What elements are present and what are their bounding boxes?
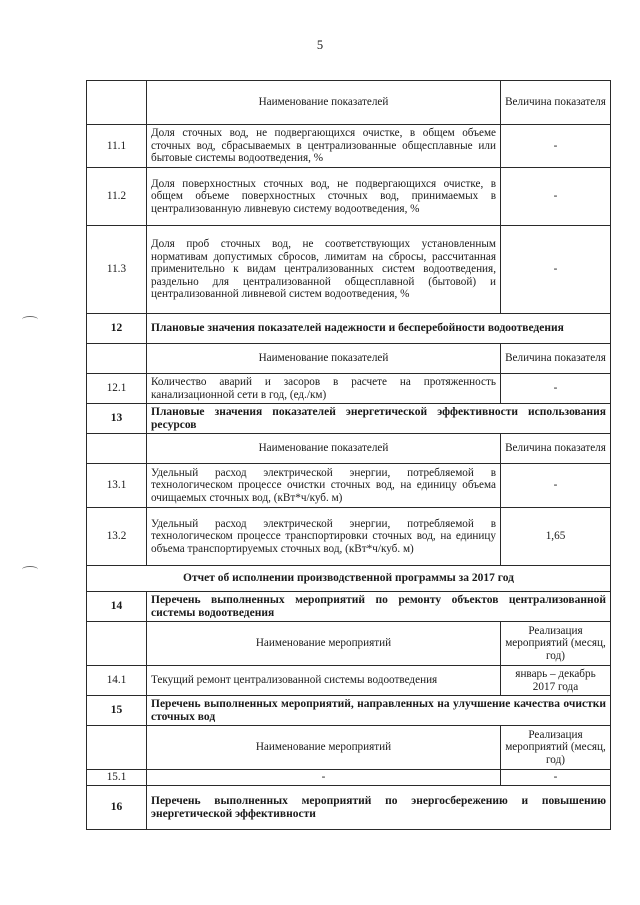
section-title: Плановые значения показателей энергетической эффективности использования ресурсов [147, 404, 611, 434]
row-description: Количество аварий и засоров в расчете на протяженность канализационной сети в год, (ед./км) [147, 374, 501, 404]
row-value: - [501, 464, 611, 508]
row-number: 13.1 [87, 464, 147, 508]
section-number: 12 [87, 314, 147, 344]
section-row [87, 404, 611, 434]
table-header-row [87, 622, 611, 666]
section-number: 16 [87, 786, 147, 830]
table-header-row [87, 81, 611, 125]
row-value: январь – декабрь 2017 года [501, 666, 611, 696]
header-number-cell [87, 622, 147, 666]
header-implementation: Реализация мероприятий (месяц, год) [501, 726, 611, 770]
scan-margin-mark [22, 566, 38, 573]
row-number: 11.1 [87, 125, 147, 168]
header-number-cell [87, 344, 147, 374]
table-header-row [87, 726, 611, 770]
scan-margin-mark [22, 316, 38, 323]
table-header-row [87, 344, 611, 374]
section-number: 13 [87, 404, 147, 434]
table-row [87, 125, 611, 168]
section-title: Перечень выполненных мероприятий по ремонту объектов централизованной системы водоотведения [147, 592, 611, 622]
table-row [87, 666, 611, 696]
page-number: 5 [316, 38, 324, 52]
header-activity-name: Наименование мероприятий [147, 726, 501, 770]
row-value: - [501, 168, 611, 226]
row-value: - [501, 125, 611, 168]
row-description: Доля проб сточных вод, не соответствующих установленным нормативам допустимых сбросов, лимитам на сбросы, рассчитанная применительно к видам централизованных систем водоотведения, раздельно для централизованной общесплавной (бытовой) и централизованной ливневой систем водоотведения, % [147, 226, 501, 314]
table-row [87, 508, 611, 566]
row-number: 11.2 [87, 168, 147, 226]
header-number-cell [87, 81, 147, 125]
row-description: Удельный расход электрической энергии, потребляемой в технологическом процессе очистки сточных вод, на единицу объема очищаемых сточных вод, (кВт*ч/куб. м) [147, 464, 501, 508]
row-value: - [501, 226, 611, 314]
row-value: 1,65 [501, 508, 611, 566]
row-description: - [147, 770, 501, 786]
row-number: 15.1 [87, 770, 147, 786]
header-indicator-value: Величина показателя [501, 344, 611, 374]
table-row [87, 374, 611, 404]
row-description: Доля сточных вод, не подвергающихся очистке, в общем объеме сточных вод, сбрасываемых в централизованные общесплавные или бытовые системы водоотведения, % [147, 125, 501, 168]
header-activity-name: Наименование мероприятий [147, 622, 501, 666]
table-row [87, 226, 611, 314]
row-description: Доля поверхностных сточных вод, не подвергающихся очистке, в общем объеме поверхностных сточных вод, принимаемых в централизованную ливневую систему водоотведения, % [147, 168, 501, 226]
row-value: - [501, 770, 611, 786]
section-row [87, 592, 611, 622]
report-title-row [87, 566, 611, 592]
row-number: 12.1 [87, 374, 147, 404]
section-row [87, 696, 611, 726]
section-title: Перечень выполненных мероприятий по энергосбережению и повышению энергетической эффективности [147, 786, 611, 830]
header-number-cell [87, 726, 147, 770]
row-description: Удельный расход электрической энергии, потребляемой в технологическом процессе транспортировки сточных вод, на единицу объема транспортируемых сточных вод, (кВт*ч/куб. м) [147, 508, 501, 566]
row-value: - [501, 374, 611, 404]
table-header-row [87, 434, 611, 464]
header-indicator-name: Наименование показателей [147, 434, 501, 464]
table-row [87, 770, 611, 786]
section-row [87, 786, 611, 830]
row-number: 13.2 [87, 508, 147, 566]
header-number-cell [87, 434, 147, 464]
section-number: 14 [87, 592, 147, 622]
section-number: 15 [87, 696, 147, 726]
header-indicator-name: Наименование показателей [147, 81, 501, 125]
indicators-table [86, 80, 611, 830]
section-row [87, 314, 611, 344]
report-title: Отчет об исполнении производственной программы за 2017 год [87, 566, 611, 592]
header-implementation: Реализация мероприятий (месяц, год) [501, 622, 611, 666]
header-indicator-value: Величина показателя [501, 81, 611, 125]
row-description: Текущий ремонт централизованной системы водоотведения [147, 666, 501, 696]
header-indicator-value: Величина показателя [501, 434, 611, 464]
table-row [87, 168, 611, 226]
row-number: 14.1 [87, 666, 147, 696]
row-number: 11.3 [87, 226, 147, 314]
table-row [87, 464, 611, 508]
section-title: Перечень выполненных мероприятий, направленных на улучшение качества очистки сточных вод [147, 696, 611, 726]
header-indicator-name: Наименование показателей [147, 344, 501, 374]
section-title: Плановые значения показателей надежности и бесперебойности водоотведения [147, 314, 611, 344]
